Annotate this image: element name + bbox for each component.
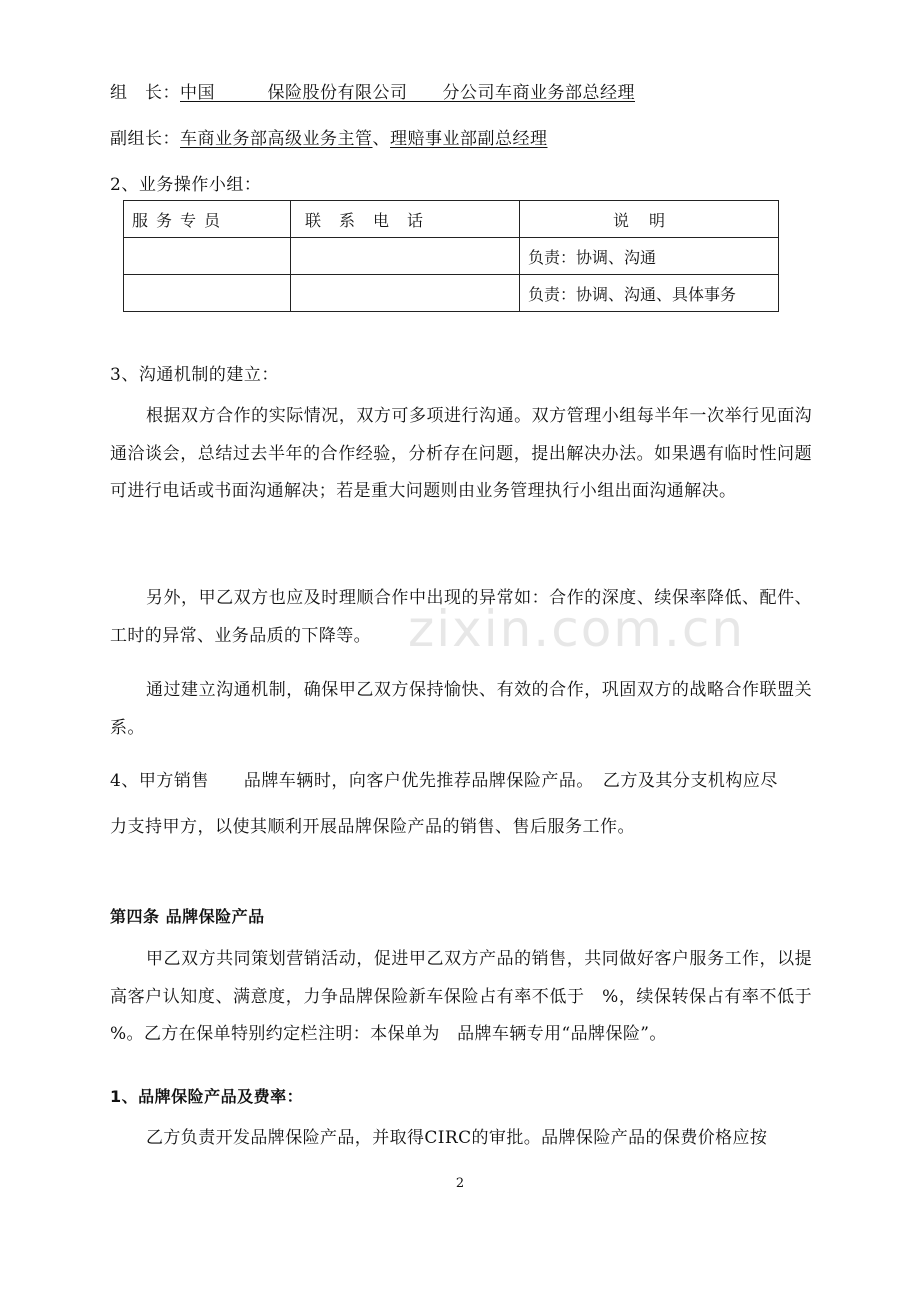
table-cell-note: 负责：协调、沟通、具体事务 <box>520 275 779 312</box>
group-leader-line <box>110 78 635 103</box>
table-cell-phone <box>291 275 520 312</box>
header-cell-staff: 服务专员 <box>124 201 291 238</box>
section-3-title: 3、沟通机制的建立： <box>110 365 279 385</box>
paragraph-exceptions: 另外，甲乙双方也应及时理顺合作中出现的异常如：合作的深度、续保率降低、配件、工时的异常、业务品质的下降等。 <box>110 588 812 646</box>
table-row <box>124 238 779 275</box>
paragraph-communication: 根据双方合作的实际情况，双方可多项进行沟通。双方管理小组每半年一次举行见面沟通洽谈会，总结过去半年的合作经验，分析存在问题，提出解决办法。如果遇有临时性问题可进行电话或书面沟通解决；若是重大问题则由业务管理执行小组出面沟通解决。 <box>110 406 812 501</box>
page-number: 2 <box>455 1176 465 1191</box>
header-cell-phone: 联系电话 <box>291 201 520 238</box>
header-cell-note: 说明 <box>520 201 779 238</box>
table-cell-note: 负责：协调、沟通 <box>520 238 779 275</box>
group-leader-prefix: 组 长： <box>110 83 180 103</box>
section-4-line-2: 力支持甲方，以使其顺利开展品牌保险产品的销售、售后服务工作。 <box>110 817 635 837</box>
table-row <box>124 275 779 312</box>
watermark: zixin.com.cn <box>408 600 746 658</box>
table-cell-phone <box>291 238 520 275</box>
service-staff-table <box>123 200 779 312</box>
article-4-title: 第四条 品牌保险产品 <box>110 907 265 926</box>
deputy-leader-prefix: 副组长： <box>110 129 180 149</box>
deputy-leader-sep: 、 <box>372 129 390 149</box>
section-4-line-1: 4、甲方销售 品牌车辆时，向客户优先推荐品牌保险产品。 乙方及其分支机构应尽 <box>110 771 778 791</box>
paragraph-alliance: 通过建立沟通机制，确保甲乙双方保持愉快、有效的合作，巩固双方的战略合作联盟关系。 <box>110 680 812 738</box>
deputy-leader-part2: 理赔事业部副总经理 <box>390 129 548 149</box>
table-cell-staff <box>124 238 291 275</box>
section-2-title: 2、业务操作小组： <box>110 175 262 195</box>
table-header-row <box>124 201 779 238</box>
deputy-leader-line <box>110 124 548 149</box>
paragraph-product-dev: 乙方负责开发品牌保险产品，并取得CIRC的审批。品牌保险产品的保费价格应按 <box>146 1128 768 1148</box>
paragraph-article-4: 甲乙双方共同策划营销活动，促进甲乙双方产品的销售，共同做好客户服务工作，以提高客户认知度、满意度，力争品牌保险新车保险占有率不低于 %，续保转保占有率不低于 %。乙方在保单特别约定栏注明：本保单为 品牌车辆专用“品牌保险”。 <box>110 949 830 1044</box>
table-cell-staff <box>124 275 291 312</box>
group-leader-text: 中国 保险股份有限公司 分公司车商业务部总经理 <box>180 83 635 103</box>
deputy-leader-part1: 车商业务部高级业务主管 <box>180 129 373 149</box>
subsection-1-title: 1、品牌保险产品及费率： <box>110 1087 304 1106</box>
